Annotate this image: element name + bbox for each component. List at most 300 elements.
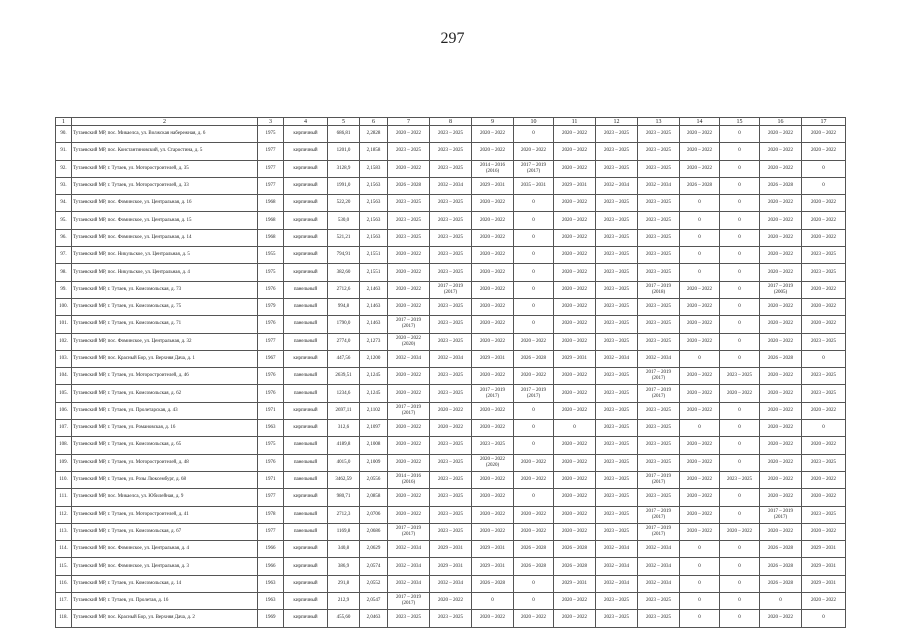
table-cell: 2020 – 2022: [472, 316, 514, 333]
table-cell: 2023 – 2025: [596, 385, 638, 402]
table-cell: 2639,51: [328, 368, 360, 385]
table-cell: 1963: [258, 420, 284, 437]
table-cell: 2712,3: [328, 506, 360, 523]
table-cell: 0: [720, 454, 760, 471]
table-cell: 2023 – 2025: [388, 610, 430, 627]
table-cell: 2035 – 2031: [514, 177, 554, 194]
table-cell: 0: [514, 316, 554, 333]
table-cell: 2,1245: [360, 368, 388, 385]
table-cell: кирпичный: [284, 264, 328, 281]
table-cell: 2023 – 2025: [638, 160, 680, 177]
table-cell: 0: [680, 350, 720, 367]
table-cell: 2023 – 2025: [596, 281, 638, 298]
table-cell: 2023 – 2025: [638, 610, 680, 627]
address-cell: Тутаевский МР, пос. Фоминское, ул. Центральная, д. 3: [72, 558, 258, 575]
table-cell: 2026 – 2028: [760, 558, 802, 575]
table-cell: 2020 – 2022: [388, 160, 430, 177]
table-cell: 2020 – 2022: [802, 195, 846, 212]
table-cell: 2020 – 2022: [554, 264, 596, 281]
table-cell: 0: [720, 541, 760, 558]
table-cell: 2,1563: [360, 177, 388, 194]
table-cell: 0: [680, 541, 720, 558]
table-cell: 2023 – 2025: [596, 506, 638, 523]
table-cell: 0: [720, 316, 760, 333]
table-cell: 97.: [56, 247, 72, 264]
table-cell: кирпичный: [284, 489, 328, 506]
table-cell: кирпичный: [284, 126, 328, 143]
address-cell: Тутаевский МР, пос. Константиновский, ул. Старостина, д. 5: [72, 143, 258, 160]
table-cell: 2020 – 2022: [472, 195, 514, 212]
table-cell: 2020 – 2022: [554, 523, 596, 540]
table-cell: 455,60: [328, 610, 360, 627]
table-cell: 2020 – 2022: [514, 523, 554, 540]
table-row: [56, 177, 846, 194]
table-cell: 0: [720, 195, 760, 212]
table-cell: 116.: [56, 575, 72, 592]
table-row: [56, 126, 846, 143]
table-cell: 0: [720, 212, 760, 229]
table-cell: 2020 – 2022: [388, 368, 430, 385]
table-cell: 2020 – 2022: [802, 471, 846, 488]
table-cell: 0: [680, 593, 720, 610]
table-cell: 1976: [258, 368, 284, 385]
table-cell: 2023 – 2025: [430, 316, 472, 333]
table-cell: 93.: [56, 177, 72, 194]
table-cell: 2020 – 2022: [554, 316, 596, 333]
table-cell: 95.: [56, 212, 72, 229]
table-cell: 2020 – 2022: [680, 333, 720, 350]
table-cell: панельный: [284, 385, 328, 402]
table-cell: 2023 – 2025: [430, 385, 472, 402]
table-cell: 2023 – 2025: [596, 126, 638, 143]
table-cell: кирпичный: [284, 541, 328, 558]
table-cell: 2020 – 2022: [802, 523, 846, 540]
table-cell: 2020 – 2022: [760, 523, 802, 540]
table-cell: 0: [720, 264, 760, 281]
table-cell: 2017 – 2019 (2017): [638, 471, 680, 488]
address-cell: Тутаевский МР, пос. Фоминское, ул. Центральная, д. 16: [72, 195, 258, 212]
table-cell: 2023 – 2025: [596, 437, 638, 454]
table-cell: 2020 – 2022: [388, 264, 430, 281]
table-cell: 2712,6: [328, 281, 360, 298]
table-row: [56, 350, 846, 367]
table-cell: 2020 – 2022: [554, 229, 596, 246]
table-cell: 1969: [258, 610, 284, 627]
table-cell: панельный: [284, 368, 328, 385]
table-cell: 2023 – 2025: [596, 143, 638, 160]
table-cell: панельный: [284, 298, 328, 315]
table-cell: 1971: [258, 471, 284, 488]
table-cell: 2023 – 2025: [596, 264, 638, 281]
table-cell: 111.: [56, 489, 72, 506]
table-cell: 2,0463: [360, 610, 388, 627]
table-cell: 2023 – 2025: [430, 212, 472, 229]
table-cell: 386,9: [328, 558, 360, 575]
table-row: [56, 506, 846, 523]
column-number-16: 16: [760, 118, 802, 126]
table-cell: 2023 – 2025: [430, 160, 472, 177]
table-cell: 2020 – 2022: [760, 264, 802, 281]
table-cell: 0: [720, 402, 760, 419]
table-cell: 0: [680, 195, 720, 212]
table-row: [56, 454, 846, 471]
table-cell: 2020 – 2022: [760, 143, 802, 160]
table-cell: 2032 – 2034: [638, 350, 680, 367]
table-cell: 2023 – 2025: [720, 368, 760, 385]
table-cell: 2020 – 2022: [680, 298, 720, 315]
table-cell: 2,0547: [360, 593, 388, 610]
table-cell: 3462,59: [328, 471, 360, 488]
table-cell: 2023 – 2025: [802, 264, 846, 281]
table-cell: 2014 – 2016 (2016): [388, 471, 430, 488]
table-cell: 2020 – 2022: [514, 610, 554, 627]
table-cell: 2,0858: [360, 489, 388, 506]
table-cell: 2020 – 2022: [720, 385, 760, 402]
table-cell: 2020 – 2022: [388, 126, 430, 143]
table-cell: 2020 – 2022: [760, 195, 802, 212]
table-cell: 1976: [258, 281, 284, 298]
table-cell: 2020 – 2022: [388, 247, 430, 264]
table-cell: 2020 – 2022: [760, 212, 802, 229]
table-cell: 2020 – 2022: [514, 471, 554, 488]
table-cell: 1976: [258, 454, 284, 471]
table-cell: 2020 – 2022: [802, 281, 846, 298]
table-row: [56, 471, 846, 488]
table-cell: 0: [514, 575, 554, 592]
table-cell: 0: [802, 177, 846, 194]
table-cell: 2023 – 2025: [638, 212, 680, 229]
address-cell: Тутаевский МР, пос. Фоминское, ул. Центральная, д. 4: [72, 541, 258, 558]
table-cell: 2023 – 2025: [596, 247, 638, 264]
table-cell: 2023 – 2025: [430, 471, 472, 488]
table-cell: 2020 – 2022 (2020): [472, 454, 514, 471]
table-cell: 2,1463: [360, 281, 388, 298]
table-cell: 106.: [56, 402, 72, 419]
table-cell: 113.: [56, 523, 72, 540]
table-cell: 2020 – 2022: [554, 610, 596, 627]
table-cell: 2017 – 2019 (2017): [638, 523, 680, 540]
table-cell: 0: [720, 437, 760, 454]
table-cell: кирпичный: [284, 212, 328, 229]
table-cell: 2,0706: [360, 506, 388, 523]
table-cell: 98.: [56, 264, 72, 281]
table-cell: 4189,8: [328, 437, 360, 454]
table-cell: 522,20: [328, 195, 360, 212]
table-cell: 2023 – 2025: [596, 316, 638, 333]
table-row: [56, 368, 846, 385]
table-cell: 2,0556: [360, 471, 388, 488]
column-number-2: 2: [72, 118, 258, 126]
table-row: [56, 437, 846, 454]
table-cell: 0: [514, 402, 554, 419]
table-cell: кирпичный: [284, 247, 328, 264]
table-cell: 2029 – 2031: [802, 541, 846, 558]
capital-repair-table: [55, 117, 846, 628]
table-cell: 91.: [56, 143, 72, 160]
table-cell: 2023 – 2025: [638, 298, 680, 315]
table-cell: 2,1563: [360, 195, 388, 212]
column-number-7: 7: [388, 118, 430, 126]
table-cell: 2020 – 2022: [760, 298, 802, 315]
table-cell: 1979: [258, 298, 284, 315]
table-cell: 1977: [258, 177, 284, 194]
table-cell: 2023 – 2025: [596, 195, 638, 212]
table-cell: 2020 – 2022: [430, 593, 472, 610]
column-number-11: 11: [554, 118, 596, 126]
table-cell: 2020 – 2022: [554, 489, 596, 506]
table-cell: кирпичный: [284, 160, 328, 177]
address-cell: Тутаевский МР, пос. Фоминское, ул. Центральная, д. 32: [72, 333, 258, 350]
table-row: [56, 489, 846, 506]
table-cell: 0: [514, 593, 554, 610]
table-cell: 2017 – 2019 (2017): [638, 506, 680, 523]
table-cell: 0: [720, 126, 760, 143]
table-cell: кирпичный: [284, 575, 328, 592]
table-cell: 2020 – 2022: [554, 143, 596, 160]
table-cell: 2023 – 2025: [638, 229, 680, 246]
table-cell: 2023 – 2025: [596, 471, 638, 488]
table-cell: 2026 – 2028: [554, 541, 596, 558]
table-cell: 2032 – 2034: [638, 177, 680, 194]
table-row: [56, 195, 846, 212]
table-cell: 2020 – 2022: [802, 437, 846, 454]
table-cell: кирпичный: [284, 610, 328, 627]
table-cell: 2,1563: [360, 212, 388, 229]
table-cell: 2023 – 2025: [430, 247, 472, 264]
table-cell: 2023 – 2025: [430, 143, 472, 160]
address-cell: Тутаевский МР, г. Тутаев, ул. Комсомольская, д. 75: [72, 298, 258, 315]
table-cell: 2026 – 2028: [514, 350, 554, 367]
table-cell: панельный: [284, 471, 328, 488]
table-cell: кирпичный: [284, 195, 328, 212]
table-cell: 2026 – 2028: [472, 575, 514, 592]
table-cell: 2023 – 2025: [596, 523, 638, 540]
table-cell: 2,1858: [360, 143, 388, 160]
table-cell: кирпичный: [284, 593, 328, 610]
table-cell: 2026 – 2028: [514, 541, 554, 558]
column-number-6: 6: [360, 118, 388, 126]
table-cell: 2020 – 2022: [802, 593, 846, 610]
table-cell: 2020 – 2022: [760, 437, 802, 454]
table-cell: 2023 – 2025: [430, 368, 472, 385]
table-cell: 2023 – 2025: [638, 195, 680, 212]
table-cell: 2020 – 2022: [472, 523, 514, 540]
table-cell: 2020 – 2022: [554, 506, 596, 523]
table-cell: 1963: [258, 575, 284, 592]
table-cell: 0: [760, 593, 802, 610]
table-cell: 0: [680, 558, 720, 575]
table-cell: 340,8: [328, 541, 360, 558]
table-cell: 0: [720, 281, 760, 298]
table-cell: 2020 – 2022: [554, 195, 596, 212]
table-cell: 2017 – 2019 (2017): [430, 281, 472, 298]
table-cell: 2014 – 2016 (2016): [472, 160, 514, 177]
table-cell: 2020 – 2022: [472, 212, 514, 229]
table-row: [56, 385, 846, 402]
table-cell: 2023 – 2025: [596, 298, 638, 315]
table-cell: 0: [680, 264, 720, 281]
table-cell: 2020 – 2022: [554, 212, 596, 229]
table-cell: 2023 – 2025: [596, 402, 638, 419]
table-cell: 2023 – 2025: [802, 454, 846, 471]
table-cell: 2020 – 2022: [760, 471, 802, 488]
table-cell: 115.: [56, 558, 72, 575]
table-cell: 0: [472, 593, 514, 610]
table-cell: 1978: [258, 506, 284, 523]
table-cell: 2,1008: [360, 437, 388, 454]
table-cell: 2023 – 2025: [596, 368, 638, 385]
table-cell: 2020 – 2022: [554, 454, 596, 471]
table-cell: 2026 – 2028: [388, 177, 430, 194]
table-cell: 2020 – 2022: [554, 160, 596, 177]
table-cell: 4015,0: [328, 454, 360, 471]
table-cell: 2029 – 2031: [802, 558, 846, 575]
table-cell: 2020 – 2022: [472, 368, 514, 385]
table-row: [56, 333, 846, 350]
table-cell: 2020 – 2022: [554, 368, 596, 385]
table-cell: 2020 – 2022: [760, 402, 802, 419]
table-cell: 2023 – 2025: [638, 420, 680, 437]
table-cell: 2026 – 2028: [554, 558, 596, 575]
table-cell: 686,81: [328, 126, 360, 143]
table-cell: 1955: [258, 247, 284, 264]
table-cell: кирпичный: [284, 420, 328, 437]
table-cell: 2,0629: [360, 541, 388, 558]
table-cell: кирпичный: [284, 143, 328, 160]
table-cell: 2023 – 2025: [388, 229, 430, 246]
table-cell: 1968: [258, 195, 284, 212]
table-cell: 447,56: [328, 350, 360, 367]
table-cell: 2,2828: [360, 126, 388, 143]
table-cell: 0: [720, 298, 760, 315]
table-cell: 2020 – 2022: [802, 298, 846, 315]
table-cell: 2020 – 2022: [802, 212, 846, 229]
table-cell: 1790,0: [328, 316, 360, 333]
column-number-3: 3: [258, 118, 284, 126]
table-cell: 2026 – 2028: [680, 177, 720, 194]
table-cell: 2020 – 2022: [802, 316, 846, 333]
table-cell: 2,1009: [360, 454, 388, 471]
table-cell: 2020 – 2022: [760, 420, 802, 437]
table-row: [56, 229, 846, 246]
table-cell: 0: [514, 195, 554, 212]
table-cell: 2020 – 2022: [680, 316, 720, 333]
table-cell: 1975: [258, 126, 284, 143]
table-cell: 2026 – 2028: [760, 350, 802, 367]
table-cell: 2032 – 2034: [596, 177, 638, 194]
table-cell: 0: [720, 143, 760, 160]
table-cell: 0: [802, 610, 846, 627]
table-cell: 2,1583: [360, 160, 388, 177]
address-cell: Тутаевский МР, г. Тутаев, ул. Розы Люксембург, д. 68: [72, 471, 258, 488]
table-cell: 2023 – 2025: [430, 437, 472, 454]
table-cell: 2020 – 2022: [680, 506, 720, 523]
table-cell: 2020 – 2022: [760, 229, 802, 246]
table-cell: кирпичный: [284, 177, 328, 194]
table-cell: 2020 – 2022: [554, 593, 596, 610]
table-cell: 2017 – 2019 (2017): [514, 385, 554, 402]
table-cell: 2020 – 2022: [514, 143, 554, 160]
table-cell: 2020 – 2022: [680, 437, 720, 454]
table-cell: 3128,9: [328, 160, 360, 177]
column-number-10: 10: [514, 118, 554, 126]
table-cell: 0: [680, 575, 720, 592]
table-cell: 0: [514, 437, 554, 454]
table-cell: 2023 – 2025: [596, 454, 638, 471]
table-cell: 2020 – 2022: [760, 247, 802, 264]
table-cell: 2020 – 2022: [388, 454, 430, 471]
table-cell: 1977: [258, 160, 284, 177]
table-cell: 2017 – 2019 (2017): [638, 385, 680, 402]
table-cell: 2023 – 2025: [430, 506, 472, 523]
table-cell: 103.: [56, 350, 72, 367]
table-cell: 0: [514, 298, 554, 315]
table-cell: панельный: [284, 506, 328, 523]
table-cell: 108.: [56, 437, 72, 454]
table-cell: 99.: [56, 281, 72, 298]
table-cell: 2029 – 2031: [472, 558, 514, 575]
table-cell: 2032 – 2034: [430, 575, 472, 592]
table-cell: 2020 – 2022: [760, 489, 802, 506]
table-cell: 2020 – 2022: [472, 471, 514, 488]
address-cell: Тутаевский МР, г. Тутаев, ул. Моторостроителей, д. 35: [72, 160, 258, 177]
table-cell: 2020 – 2022: [554, 402, 596, 419]
table-cell: 2020 – 2022: [554, 471, 596, 488]
table-cell: 0: [680, 212, 720, 229]
table-cell: 0: [720, 506, 760, 523]
table-cell: 2032 – 2034: [596, 558, 638, 575]
table-cell: 1971: [258, 402, 284, 419]
table-cell: 2023 – 2025: [430, 610, 472, 627]
table-cell: 2023 – 2025: [430, 489, 472, 506]
table-cell: 105.: [56, 385, 72, 402]
table-cell: 2774,0: [328, 333, 360, 350]
table-cell: 0: [554, 420, 596, 437]
table-cell: 2023 – 2025: [430, 333, 472, 350]
table-cell: кирпичный: [284, 350, 328, 367]
table-cell: 2023 – 2025: [388, 143, 430, 160]
table-cell: 2020 – 2022: [388, 506, 430, 523]
table-cell: 2029 – 2031: [472, 541, 514, 558]
table-cell: 2020 – 2022: [472, 610, 514, 627]
table-cell: 2020 – 2022: [514, 506, 554, 523]
table-cell: 2017 – 2019 (2017): [638, 368, 680, 385]
table-cell: 2020 – 2022: [388, 298, 430, 315]
table-cell: 2023 – 2025: [638, 264, 680, 281]
table-cell: 0: [514, 212, 554, 229]
address-cell: Тутаевский МР, г. Тутаев, ул. Комсомольская, д. 14: [72, 575, 258, 592]
table-cell: 2020 – 2022: [720, 523, 760, 540]
table-cell: 2023 – 2025: [638, 333, 680, 350]
table-cell: 2020 – 2022: [472, 229, 514, 246]
table-cell: 1234,6: [328, 385, 360, 402]
table-cell: 2017 – 2019 (2017): [388, 316, 430, 333]
column-number-14: 14: [680, 118, 720, 126]
table-cell: 2,1463: [360, 316, 388, 333]
address-cell: Тутаевский МР, г. Тутаев, ул. Моторостроителей, д. 48: [72, 454, 258, 471]
table-cell: 2017 – 2019 (2005): [760, 281, 802, 298]
table-cell: 2020 – 2022: [472, 402, 514, 419]
table-row: [56, 281, 846, 298]
address-cell: Тутаевский МР, г. Тутаев, ул. Романовская, д. 16: [72, 420, 258, 437]
table-cell: 0: [720, 229, 760, 246]
table-cell: 1977: [258, 523, 284, 540]
table-cell: 2020 – 2022: [554, 126, 596, 143]
column-number-12: 12: [596, 118, 638, 126]
table-cell: 2,1245: [360, 385, 388, 402]
table-cell: 0: [720, 177, 760, 194]
column-number-1: 1: [56, 118, 72, 126]
